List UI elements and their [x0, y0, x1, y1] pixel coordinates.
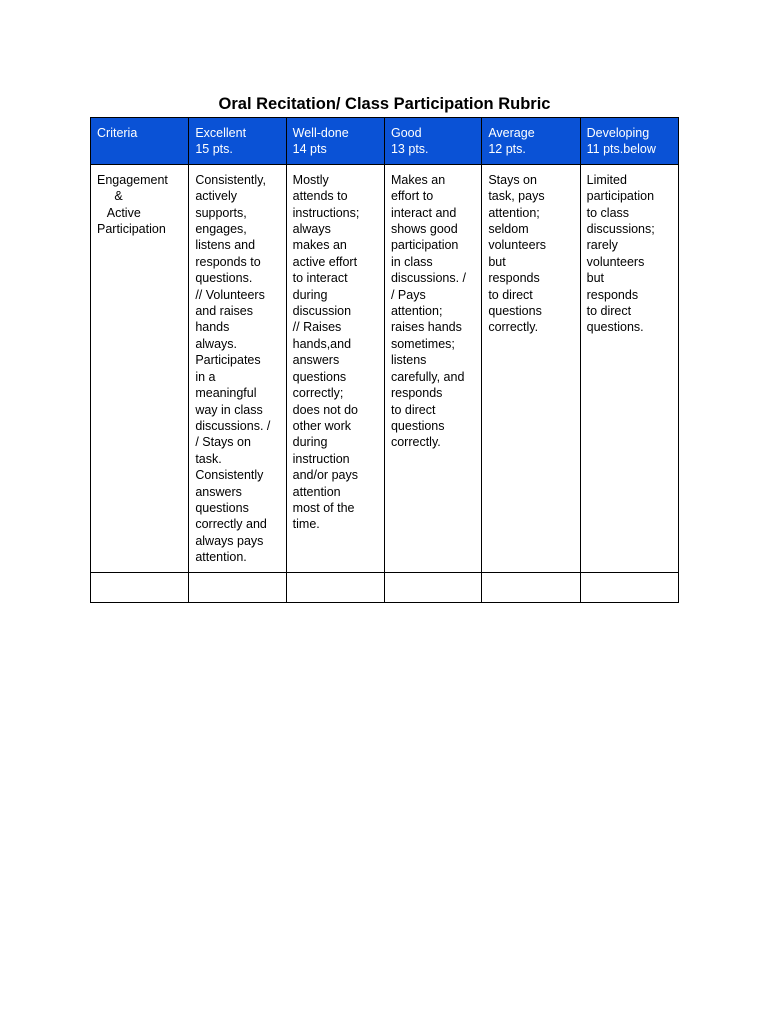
- header-cell-average: [482, 118, 580, 165]
- developing-cell: Limited participation to class discussions; rarely volunteers but responds to direct questions.: [580, 164, 678, 572]
- criteria-cell: Engagement & Active Participation: [91, 164, 189, 572]
- header-label: Developing: [586, 126, 650, 140]
- empty-cell: [580, 572, 678, 602]
- excellent-cell: Consistently, actively supports, engages, listens and responds to questions. // Volunteers and raises hands always. Participates in a meaningful way in class discussions. / / Stays on task. Consistently answers questions correctly and always pays attention.: [189, 164, 286, 572]
- empty-cell: [189, 572, 286, 602]
- empty-cell: [91, 572, 189, 602]
- header-points: 15 pts.: [195, 142, 233, 157]
- empty-row: [91, 572, 679, 602]
- average-cell: Stays on task, pays attention; seldom volunteers but responds to direct questions correctly.: [482, 164, 580, 572]
- empty-cell: [482, 572, 580, 602]
- rubric-table: [90, 117, 679, 603]
- table-row: [91, 164, 679, 572]
- header-label: Criteria: [97, 126, 138, 140]
- empty-cell: [286, 572, 384, 602]
- empty-cell: [384, 572, 481, 602]
- header-points: 12 pts.: [488, 142, 526, 157]
- header-points: 13 pts.: [390, 142, 429, 157]
- header-cell-developing: [580, 118, 678, 165]
- header-points: 14 pts: [292, 142, 327, 157]
- header-label: Well-done: [292, 126, 349, 140]
- header-points: 11 pts.below: [586, 142, 656, 157]
- header-label: Excellent: [195, 126, 247, 140]
- well-done-cell: Mostly attends to instructions; always makes an active effort to interact during discussion // Raises hands,and answers questions correctly; does not do other work during instruction and/or pays attention most of the time.: [286, 164, 384, 572]
- header-cell-well-done: [286, 118, 384, 165]
- table-header-row: [91, 118, 679, 165]
- header-label: Good: [390, 126, 422, 140]
- header-cell-criteria: [91, 118, 189, 165]
- header-cell-excellent: [189, 118, 286, 165]
- document-title: Oral Recitation/ Class Participation Rubric: [218, 95, 551, 113]
- good-cell: Makes an effort to interact and shows good participation in class discussions. / / Pays attention; raises hands sometimes; listens carefully, and responds to direct questions correctly.: [384, 164, 481, 572]
- header-cell-good: [384, 118, 481, 165]
- header-label: Average: [488, 126, 535, 140]
